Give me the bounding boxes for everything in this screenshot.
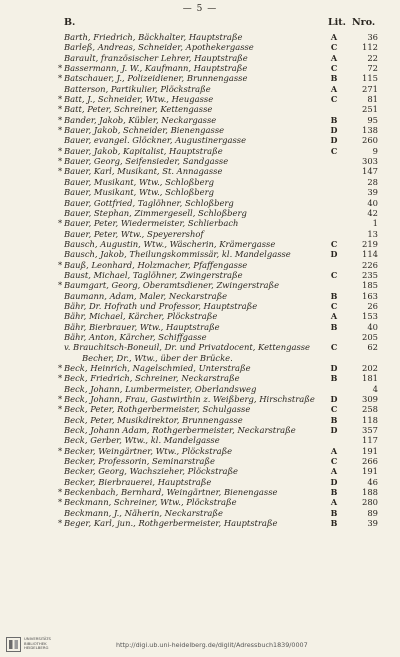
entry-nro: 36: [367, 32, 378, 42]
entry-lit: D: [330, 249, 338, 260]
entry-marker: *: [58, 94, 63, 105]
entry-lit: A: [330, 497, 338, 508]
directory-entry: [0, 125, 400, 135]
entry-name: Barault, französischer Lehrer, Hauptstraße: [64, 52, 248, 63]
directory-entry: [0, 187, 400, 197]
entry-nro: 62: [367, 342, 378, 353]
directory-entry: [0, 508, 400, 518]
entry-marker: *: [58, 145, 63, 156]
entry-name: Batt, J., Schneider, Wtw., Heugasse: [64, 94, 214, 105]
directory-entry: [0, 84, 400, 94]
entry-nro: 309: [362, 394, 378, 405]
entry-nro: 114: [362, 249, 378, 260]
directory-entry: [0, 332, 400, 342]
entry-nro: 26: [367, 300, 378, 311]
directory-entry: [0, 239, 400, 249]
column-header: [0, 17, 400, 31]
entry-nro: 191: [362, 445, 378, 456]
entry-name: Barth, Friedrich, Bäckhalter, Hauptstraße: [64, 32, 243, 42]
entry-lit: B: [330, 507, 338, 518]
entry-marker: *: [58, 259, 63, 270]
directory-entry: [0, 363, 400, 373]
entry-name: Batschauer, J., Polizeidiener, Brunnengasse: [64, 73, 248, 84]
directory-entry: [0, 291, 400, 301]
entry-nro: 138: [362, 125, 378, 136]
entry-name: Beck, Johann, Frau, Gastwirthin z. Weißberg, Hirschstraße: [64, 394, 315, 405]
entry-name: Bauer, Stephan, Zimmergesell, Schloßberg: [64, 207, 247, 218]
entry-marker: *: [58, 218, 63, 229]
entry-nro: 22: [367, 52, 378, 63]
entry-name: Bassermann, J. W., Kaufmann, Hauptstraße: [64, 63, 248, 74]
entry-marker: *: [58, 280, 63, 291]
entry-lit: D: [330, 125, 338, 136]
directory-entry: [0, 42, 400, 52]
entry-lit: C: [330, 145, 338, 156]
entry-nro: 202: [362, 363, 378, 373]
entry-lit: C: [330, 94, 338, 105]
entry-nro: 42: [367, 207, 378, 218]
entry-nro: 115: [362, 73, 378, 84]
directory-entry: [0, 135, 400, 145]
entry-name: Bauer, Karl, Musikant, St. Annagasse: [64, 166, 223, 177]
entry-nro: 271: [362, 83, 378, 94]
directory-entry: [0, 73, 400, 83]
entry-name: Bauer, Jakob, Schneider, Bienengasse: [64, 125, 225, 136]
directory-entry: [0, 115, 400, 125]
directory-entry: [0, 32, 400, 42]
entry-name: Becker, Professorin, Seminarstraße: [64, 456, 215, 467]
entry-nro: 13: [367, 228, 378, 239]
entry-marker: *: [58, 363, 63, 373]
entry-marker: *: [58, 497, 63, 508]
entry-nro: 112: [362, 42, 378, 53]
entry-nro: 28: [367, 176, 378, 187]
directory-entry: [0, 353, 400, 363]
entry-nro: 81: [367, 94, 378, 105]
directory-entry: [0, 425, 400, 435]
entry-nro: 280: [362, 497, 378, 508]
entry-lit: B: [330, 518, 338, 529]
entry-lit: D: [330, 425, 338, 436]
entry-nro: 181: [362, 373, 378, 384]
entry-marker: *: [58, 63, 63, 74]
entry-marker: *: [58, 487, 63, 498]
entry-lit: A: [330, 52, 338, 63]
directory-entry: [0, 446, 400, 456]
directory-entry: [0, 156, 400, 166]
university-library-logo-icon: [6, 637, 21, 652]
entry-nro: 226: [362, 259, 378, 270]
entry-nro: 205: [362, 331, 378, 342]
entry-lit: A: [330, 466, 338, 477]
entry-name: Bauer, Peter, Wtw., Speyerershof: [64, 228, 204, 239]
entry-name: v. Brauchitsch-Boneuil, Dr. und Privatdocent, Kettengasse: [64, 342, 311, 353]
column-header-lit: Lit.: [328, 17, 346, 28]
entry-marker: *: [58, 156, 63, 167]
entry-lit: A: [330, 445, 338, 456]
entry-marker: *: [58, 394, 63, 405]
directory-entry: [0, 198, 400, 208]
entry-lit: C: [330, 238, 338, 249]
entry-lit: B: [330, 414, 338, 425]
directory-entry: [0, 518, 400, 528]
entry-marker: *: [58, 114, 63, 125]
directory-entry: [0, 53, 400, 63]
entry-nro: 303: [362, 156, 378, 167]
entry-name: Beckenbach, Bernhard, Weingärtner, Bienengasse: [64, 487, 278, 498]
directory-entry: [0, 229, 400, 239]
entry-lit: C: [330, 42, 338, 53]
entry-nro: 40: [367, 197, 378, 208]
entry-name: Bauer, Musikant, Wtw., Schloßberg: [64, 187, 214, 198]
entry-name: Beck, Johann, Lumbermeister, Oberlandsweg: [64, 383, 257, 394]
entry-name: Beck, Peter, Musikdirektor, Brunnengasse: [64, 414, 243, 425]
entry-nro: 260: [362, 135, 378, 146]
entry-name: Beck, Peter, Rothgerbermeister, Schulgasse: [64, 404, 251, 415]
entry-nro: 191: [362, 466, 378, 477]
directory-entry: [0, 404, 400, 414]
directory-entry: [0, 373, 400, 383]
entry-name: Bauß, Leonhard, Holzmacher, Pfaffengasse: [64, 259, 248, 270]
entry-nro: 39: [367, 518, 378, 529]
entry-marker: *: [58, 73, 63, 84]
entry-name: Beger, Karl, jun., Rothgerbermeister, Hauptstraße: [64, 518, 278, 529]
directory-entry: [0, 456, 400, 466]
entry-name: Bähr, Anton, Kärcher, Schiffgasse: [64, 331, 207, 342]
directory-entry: [0, 208, 400, 218]
directory-entry: [0, 104, 400, 114]
directory-entry: [0, 249, 400, 259]
entry-marker: *: [58, 166, 63, 177]
entry-name: Bauer, Georg, Seifensieder, Sandgasse: [64, 156, 229, 167]
entry-nro: 357: [362, 425, 378, 436]
entry-nro: 1: [372, 218, 378, 229]
section-letter: B.: [64, 17, 76, 28]
entry-lit: C: [330, 300, 338, 311]
directory-entry: [0, 466, 400, 476]
entry-lit: C: [330, 404, 338, 415]
entry-marker: *: [58, 373, 63, 384]
entry-nro: 39: [367, 187, 378, 198]
entry-marker: *: [58, 404, 63, 415]
entry-name: Bausch, Augustin, Wtw., Wäscherin, Krämergasse: [64, 238, 276, 249]
entry-lit: D: [330, 394, 338, 405]
entry-name: Baust, Michael, Taglöhner, Zwingerstraße: [64, 269, 243, 280]
entry-nro: 46: [367, 476, 378, 487]
entry-lit: C: [330, 342, 338, 353]
entry-lit: C: [330, 269, 338, 280]
entry-name: Batt, Peter, Schreiner, Kettengasse: [64, 104, 213, 115]
entry-name: Becker, Georg, Wachszieher, Plöckstraße: [64, 466, 239, 477]
entry-name: Beck, Johann Adam, Rothgerbermeister, Neckarstraße: [64, 425, 296, 436]
entry-name: Becker, Weingärtner, Wtw., Plöckstraße: [64, 445, 233, 456]
entry-nro: 266: [362, 456, 378, 467]
library-name: UNIVERSITÄTS BIBLIOTHEK HEIDELBERG: [24, 636, 51, 651]
directory-entry: [0, 487, 400, 497]
directory-entry: [0, 435, 400, 445]
directory-entry: [0, 322, 400, 332]
entry-lit: B: [330, 373, 338, 384]
entry-name: Beck, Heinrich, Nagelschmied, Unterstraße: [64, 363, 251, 373]
entry-lit: A: [330, 83, 338, 94]
directory-entry: [0, 94, 400, 104]
directory-entry: [0, 301, 400, 311]
entry-lit: B: [330, 290, 338, 301]
entry-lit: A: [330, 311, 338, 322]
directory-entry: [0, 146, 400, 156]
entry-nro: 72: [367, 63, 378, 74]
entry-nro: 188: [362, 487, 378, 498]
entry-name: Baumgart, Georg, Oberamtsdiener, Zwingerstraße: [64, 280, 280, 291]
entry-name: Bauer, Peter, Wiedermeister, Schlierbach: [64, 218, 239, 229]
entry-name: Bähr, Bierbrauer, Wtw., Hauptstraße: [64, 321, 220, 332]
entry-lit: D: [330, 363, 338, 373]
entry-lit: D: [330, 135, 338, 146]
entry-nro: 117: [362, 435, 378, 446]
entry-name: Bander, Jakob, Kübler, Neckargasse: [64, 114, 217, 125]
entry-lit: A: [330, 32, 338, 42]
entry-nro: 118: [362, 414, 378, 425]
entry-nro: 4: [372, 383, 378, 394]
directory-entry: [0, 260, 400, 270]
directory-entry: [0, 415, 400, 425]
entry-nro: 163: [362, 290, 378, 301]
directory-entries: [0, 32, 400, 529]
entry-lit: D: [330, 476, 338, 487]
entry-name: Bausch, Jakob, Theilungskommissär, kl. Mandelgasse: [64, 249, 291, 260]
entry-name: Bähr, Dr. Hofrath und Professor, Hauptstraße: [64, 300, 258, 311]
directory-entry: [0, 477, 400, 487]
entry-name: Beckmann, J., Näherin, Neckarstraße: [64, 507, 223, 518]
entry-name: Beckmann, Schreiner, Wtw., Plöckstraße: [64, 497, 237, 508]
directory-entry: [0, 218, 400, 228]
entry-name: Beck, Friedrich, Schreiner, Neckarstraße: [64, 373, 240, 384]
entry-name: Bauer, Gottfried, Taglöhner, Schloßberg: [64, 197, 234, 208]
entry-nro: 235: [362, 269, 378, 280]
entry-lit: B: [330, 321, 338, 332]
entry-nro: 251: [362, 104, 378, 115]
entry-name: Baumann, Adam, Maler, Neckarstraße: [64, 290, 228, 301]
directory-entry: [0, 394, 400, 404]
entry-nro: 219: [362, 238, 378, 249]
entry-lit: C: [330, 63, 338, 74]
entry-nro: 258: [362, 404, 378, 415]
entry-nro: 147: [362, 166, 378, 177]
entry-nro: 185: [362, 280, 378, 291]
entry-name: Bauer, Jakob, Kapitalist, Hauptstraße: [64, 145, 223, 156]
entry-name: Bähr, Michael, Kärcher, Plöckstraße: [64, 311, 218, 322]
directory-entry: [0, 497, 400, 507]
entry-lit: B: [330, 487, 338, 498]
directory-entry: [0, 311, 400, 321]
entry-name: Bauer, Musikant, Wtw., Schloßberg: [64, 176, 214, 187]
directory-entry: [0, 177, 400, 187]
entry-marker: *: [58, 518, 63, 529]
entry-nro: 153: [362, 311, 378, 322]
directory-entry: [0, 342, 400, 352]
column-header-nro: Nro.: [352, 17, 376, 28]
entry-marker: *: [58, 104, 63, 115]
directory-entry: [0, 384, 400, 394]
entry-name: Becher, Dr., Wtw., über der Brücke.: [82, 352, 233, 363]
entry-name: Bauer, evangel. Glöckner, Augustinergasse: [64, 135, 247, 146]
entry-lit: C: [330, 456, 338, 467]
directory-entry: [0, 270, 400, 280]
source-url[interactable]: http://digi.ub.uni-heidelberg.de/diglit/Adressbuch1839/0007: [116, 641, 308, 649]
entry-marker: *: [58, 125, 63, 136]
entry-lit: B: [330, 73, 338, 84]
entry-nro: 9: [372, 145, 378, 156]
entry-marker: *: [58, 445, 63, 456]
entry-lit: B: [330, 114, 338, 125]
entry-name: Batterson, Partikulier, Plöckstraße: [64, 83, 211, 94]
page-number: — 5 —: [182, 4, 218, 14]
directory-entry: [0, 280, 400, 290]
directory-entry: [0, 63, 400, 73]
directory-entry: [0, 166, 400, 176]
entry-nro: 89: [367, 507, 378, 518]
entry-name: Becker, Bierbrauerei, Hauptstraße: [64, 476, 212, 487]
entry-nro: 40: [367, 321, 378, 332]
footer: [6, 636, 396, 654]
entry-name: Barleß, Andreas, Schneider, Apothekergasse: [64, 42, 254, 53]
entry-nro: 95: [367, 114, 378, 125]
entry-name: Beck, Gerber, Wtw., kl. Mandelgasse: [64, 435, 220, 446]
